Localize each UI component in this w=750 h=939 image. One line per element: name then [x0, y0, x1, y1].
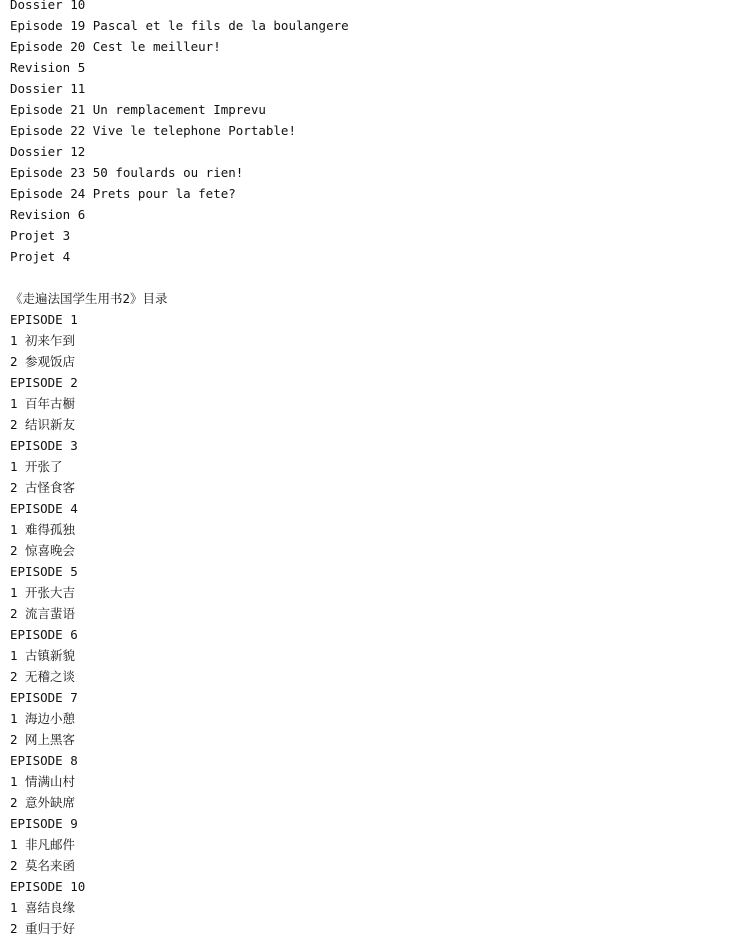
text-line: Episode 20 Cest le meilleur!: [10, 39, 221, 54]
text-line: Episode 22 Vive le telephone Portable!: [10, 123, 296, 138]
text-line: Projet 4: [10, 249, 71, 264]
text-line: EPISODE 2: [10, 375, 78, 390]
text-line: EPISODE 10: [10, 879, 86, 894]
text-line: Episode 21 Un remplacement Imprevu: [10, 102, 266, 117]
blank-line: [10, 267, 740, 288]
text-line: 1 喜结良缘: [10, 900, 76, 915]
text-line: Episode 24 Prets pour la fete?: [10, 186, 236, 201]
text-line: 2 参观饭店: [10, 354, 76, 369]
text-line: EPISODE 9: [10, 816, 78, 831]
text-line: EPISODE 8: [10, 753, 78, 768]
text-line: 1 开张大吉: [10, 585, 76, 600]
text-line: 2 无稽之谈: [10, 669, 76, 684]
lesson-list-part2: [10, 309, 740, 939]
section-title: 《走遍法国学生用书2》目录: [10, 291, 168, 306]
text-line: EPISODE 6: [10, 627, 78, 642]
text-line: Dossier 10: [10, 0, 86, 12]
text-line: 2 莫名来函: [10, 858, 76, 873]
text-line: 1 难得孤独: [10, 522, 76, 537]
text-line: 1 非凡邮件: [10, 837, 76, 852]
text-line: 2 结识新友: [10, 417, 76, 432]
text-line: 1 海边小憩: [10, 711, 76, 726]
text-line: 2 惊喜晚会: [10, 543, 76, 558]
document-body: [10, 0, 740, 939]
text-line: EPISODE 4: [10, 501, 78, 516]
text-line: 1 古镇新貌: [10, 648, 76, 663]
text-line: 1 开张了: [10, 459, 63, 474]
text-line: EPISODE 7: [10, 690, 78, 705]
text-line: 2 网上黑客: [10, 732, 76, 747]
text-line: 1 情满山村: [10, 774, 76, 789]
text-line: 2 意外缺席: [10, 795, 76, 810]
text-line: Revision 5: [10, 60, 86, 75]
text-line: EPISODE 1: [10, 312, 78, 327]
text-line: 2 流言蜚语: [10, 606, 76, 621]
text-line: 1 初来乍到: [10, 333, 76, 348]
text-line: Dossier 11: [10, 81, 86, 96]
text-line: Projet 3: [10, 228, 71, 243]
text-line: 2 古怪食客: [10, 480, 76, 495]
text-line: EPISODE 5: [10, 564, 78, 579]
text-line: Episode 23 50 foulards ou rien!: [10, 165, 244, 180]
text-line: EPISODE 3: [10, 438, 78, 453]
text-line: Episode 19 Pascal et le fils de la boulangere: [10, 18, 349, 33]
text-line: 2 重归于好: [10, 921, 76, 936]
lesson-list-part1: [10, 0, 740, 267]
text-line: Dossier 12: [10, 144, 86, 159]
text-line: Revision 6: [10, 207, 86, 222]
text-line: 1 百年古橱: [10, 396, 76, 411]
